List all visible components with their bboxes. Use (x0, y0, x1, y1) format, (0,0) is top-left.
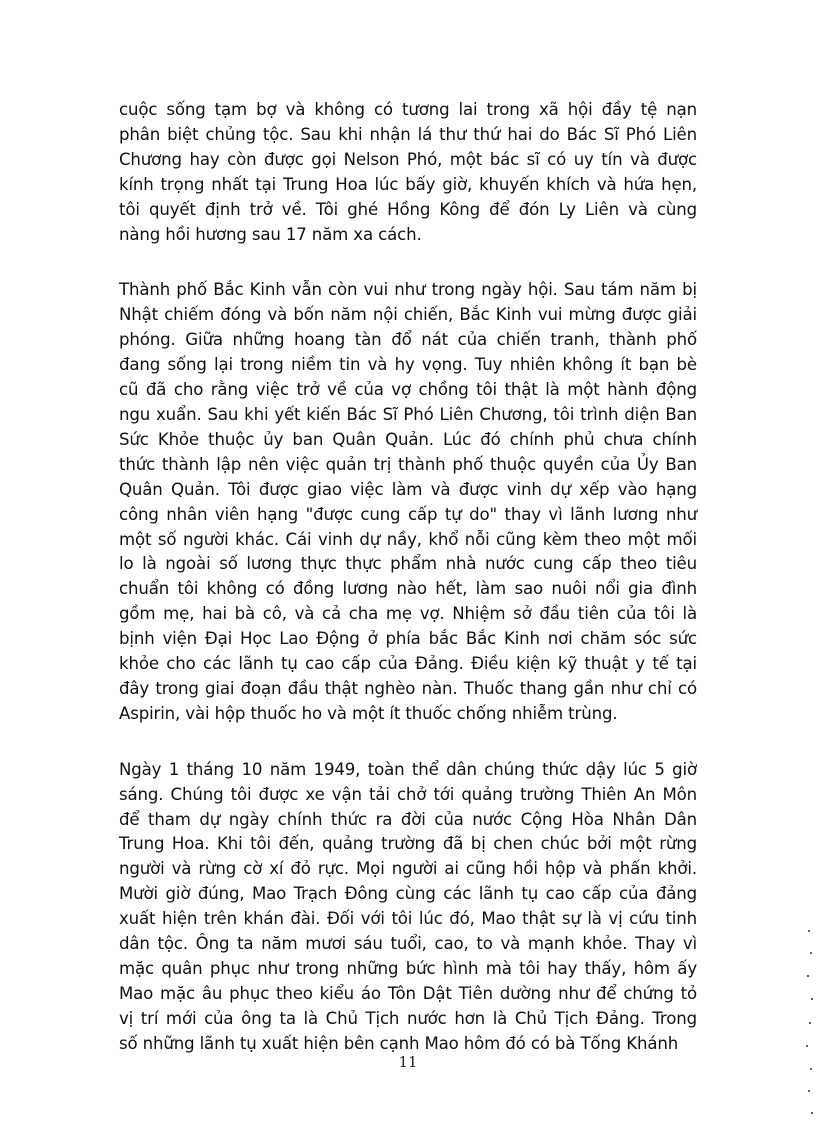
text-line: ngu xuẩn. Sau khi yết kiến Bác Sĩ Phó Liên Chương, tôi trình diện Ban (119, 404, 697, 424)
text-line: Aspirin, vài hộp thuốc ho và một ít thuốc chống nhiễm trùng. (119, 703, 618, 723)
paragraph-1 (119, 98, 697, 247)
scan-edge-dots (800, 930, 814, 1120)
text-line: khỏe cho các lãnh tụ cao cấp của Đảng. Điều kiện kỹ thuật y tế tại (119, 654, 697, 674)
text-line: bịnh viện Đại Học Lao Động ở phía bắc Bắc Kinh nơi chăm sóc sức (119, 629, 697, 649)
text-line: mặc quân phục như trong những bức hình mà tôi hay thấy, hôm ấy (119, 959, 697, 978)
page-number: 11 (398, 1053, 418, 1071)
text-line: Trung Hoa. Khi tôi đến, quảng trường đã bị chen chúc bởi một rừng (119, 834, 697, 854)
text-line: xuất hiện trên khán đài. Đối với tôi lúc đó, Mao thật sự là vị cứu tinh (119, 909, 697, 929)
text-line: số những lãnh tụ xuất hiện bên cạnh Mao hôm đó có bà Tống Khánh (119, 1033, 679, 1053)
text-line: đang sống lại trong niềm tin và hy vọng. Tuy nhiên không ít bạn bè (119, 355, 697, 375)
text-line: Nhật chiếm đóng và bốn năm nội chiến, Bắc Kinh vui mừng được giải (119, 305, 697, 325)
text-line: phân biệt chủng tộc. Sau khi nhận lá thư thứ hai do Bác Sĩ Phó Liên (119, 124, 697, 144)
text-line: thức thành lập nên việc quản trị thành phố thuộc quyền của Ủy Ban (119, 454, 697, 474)
text-line: Mười giờ đúng, Mao Trạch Đông cùng các lãnh tụ cao cấp của đảng (119, 884, 697, 904)
text-line: chuẩn tôi không có đồng lương nào hết, làm sao nuôi nổi gia đình (119, 579, 697, 599)
text-line: một số người khác. Cái vinh dự nầy, khổ nỗi cũng kèm theo một mối (119, 529, 697, 549)
text-line: công nhân viên hạng "được cung cấp tự do" thay vì lãnh lương như (119, 504, 697, 524)
body-text (119, 98, 697, 1088)
text-line: cuộc sống tạm bợ và không có tương lai trong xã hội đầy tệ nạn (119, 100, 697, 119)
paragraph-2 (119, 278, 697, 726)
text-line: Quân Quản. Tôi được giao việc làm và được vinh dự xếp vào hạng (119, 479, 697, 499)
text-line: để tham dự ngày chính thức ra đời của nước Cộng Hòa Nhân Dân (119, 809, 697, 829)
text-line: người và rừng cờ xí đỏ rực. Mọi người ai cũng hồi hộp và phấn khởi. (119, 859, 697, 879)
text-line: Ngày 1 tháng 10 năm 1949, toàn thể dân chúng thức dậy lúc 5 giờ (119, 759, 697, 779)
paragraph-3 (119, 758, 697, 1057)
text-line: cũ đã cho rằng việc trở về của vợ chồng tôi thật là một hành động (119, 380, 697, 400)
text-line: lo là ngoài số lương thực thực phẩm nhà nước cung cấp theo tiêu (119, 554, 697, 574)
text-line: nàng hồi hương sau 17 năm xa cách. (119, 224, 422, 244)
text-line: đây trong giai đoạn đầu thật nghèo nàn. Thuốc thang gần như chỉ có (119, 678, 697, 698)
text-line: dân tộc. Ông ta năm mươi sáu tuổi, cao, to và mạnh khỏe. Thay vì (119, 934, 697, 954)
text-line: Chương hay còn được gọi Nelson Phó, một bác sĩ có uy tín và được (119, 149, 697, 169)
text-line: vị trí mới của ông ta là Chủ Tịch nước hơn là Chủ Tịch Đảng. Trong (119, 1008, 697, 1028)
text-line: gồm mẹ, hai bà cô, và cả cha mẹ vợ. Nhiệm sở đầu tiên của tôi là (119, 604, 697, 624)
text-line: sáng. Chúng tôi được xe vận tải chở tới quảng trường Thiên An Môn (119, 784, 697, 804)
text-line: Sức Khỏe thuộc ủy ban Quân Quản. Lúc đó chính phủ chưa chính (119, 429, 697, 449)
text-line: Mao mặc âu phục theo kiểu áo Tôn Dật Tiên dường như để chứng tỏ (119, 983, 697, 1003)
text-line: kính trọng nhất tại Trung Hoa lúc bấy giờ, khuyến khích và hứa hẹn, (119, 174, 697, 194)
text-line: tôi quyết định trở về. Tôi ghé Hồng Kông để đón Ly Liên và cùng (119, 199, 697, 219)
text-line: Thành phố Bắc Kinh vẫn còn vui như trong ngày hội. Sau tám năm bị (119, 280, 697, 300)
text-line: phóng. Giữa những hoang tàn đổ nát của chiến tranh, thành phố (119, 330, 697, 350)
